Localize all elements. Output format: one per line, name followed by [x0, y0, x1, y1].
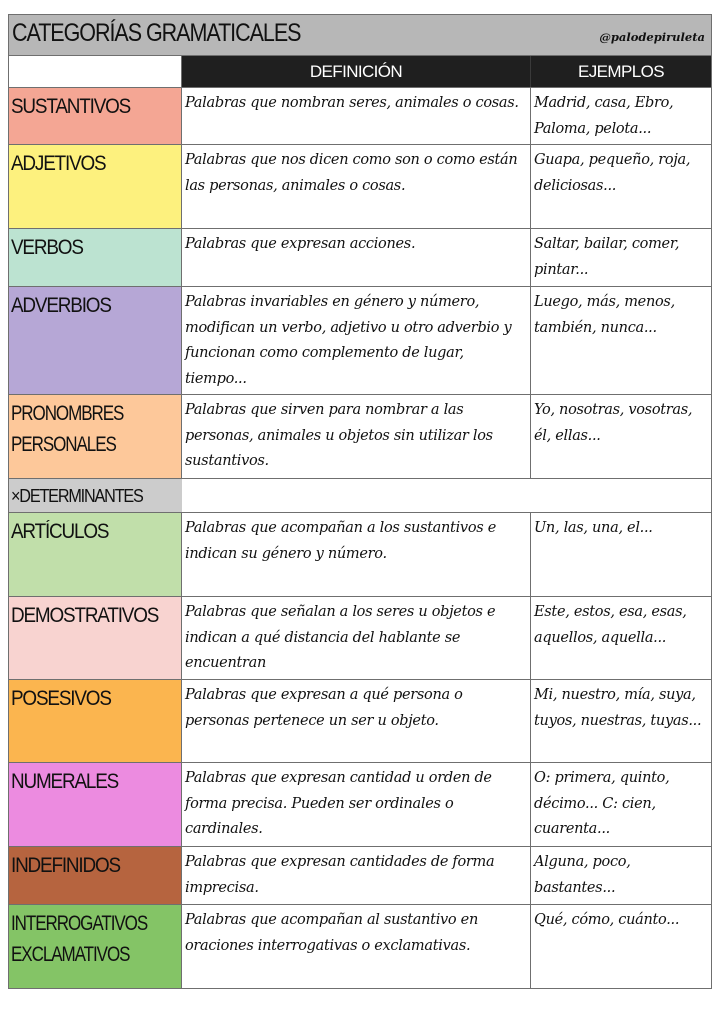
- definition-cell: Palabras que nombran seres, animales o cosas.: [182, 88, 531, 144]
- table-row: [9, 680, 711, 763]
- category-cell: [9, 680, 182, 762]
- examples-cell: Alguna, poco, bastantes...: [534, 854, 631, 896]
- table-row: [9, 847, 711, 905]
- category-label: ARTÍCULOS: [11, 520, 109, 543]
- definition-cell: Palabras que sirven para nombrar a las personas, animales u objetos sin utilizar los sustantivos.: [182, 395, 531, 478]
- definition-cell: Palabras que expresan cantidades de forma imprecisa.: [182, 847, 531, 904]
- determinants-subheader: ×DETERMINANTES: [11, 486, 143, 506]
- main-categories: [9, 88, 711, 479]
- definition-cell: Palabras que acompañan a los sustantivos e indican su género y número.: [182, 513, 531, 596]
- category-label: PRONOMBRES PERSONALES: [11, 402, 124, 456]
- table-row: [9, 597, 711, 680]
- determinants-subheader-row: [9, 479, 711, 513]
- examples-cell: Este, estos, esa, esas, aquellos, aquella...: [534, 604, 687, 646]
- table-row: [9, 513, 711, 597]
- table-row: [9, 287, 711, 395]
- definition-cell: Palabras que expresan a qué persona o personas pertenece un ser u objeto.: [182, 680, 531, 762]
- definition-cell: Palabras que nos dicen como son o como están las personas, animales o cosas.: [182, 145, 531, 228]
- category-cell: [9, 287, 182, 394]
- category-cell: [9, 513, 182, 596]
- category-label: NUMERALES: [11, 770, 119, 793]
- category-label: INDEFINIDOS: [11, 854, 120, 877]
- definition-cell: Palabras que expresan cantidad u orden de forma precisa. Pueden ser ordinales o cardinales.: [182, 763, 531, 846]
- table-row: [9, 88, 711, 145]
- table-row: [9, 145, 711, 229]
- examples-cell: Mi, nuestro, mía, suya, tuyos, nuestras, tuyas...: [534, 687, 702, 729]
- page-title: CATEGORÍAS GRAMATICALES: [12, 19, 301, 47]
- author-handle: @palodepiruleta: [599, 30, 705, 44]
- category-label: POSESIVOS: [11, 687, 111, 710]
- examples-cell: Saltar, bailar, comer, pintar...: [534, 236, 680, 278]
- category-cell: [9, 597, 182, 679]
- examples-cell: Madrid, casa, Ebro, Paloma, pelota...: [534, 95, 674, 137]
- column-header-row: [9, 56, 711, 88]
- category-cell: [9, 229, 182, 286]
- category-label: INTERROGATIVOS EXCLAMATIVOS: [11, 912, 148, 966]
- examples-cell: Un, las, una, el...: [534, 520, 653, 536]
- category-label: ADJETIVOS: [11, 152, 106, 175]
- category-cell: [9, 145, 182, 228]
- grammar-categories-table: [8, 14, 712, 989]
- category-cell: [9, 88, 182, 144]
- category-cell: [9, 763, 182, 846]
- title-row: [9, 15, 711, 56]
- column-header-examples: EJEMPLOS: [531, 56, 711, 87]
- definition-cell: Palabras que acompañan al sustantivo en oraciones interrogativas o exclamativas.: [182, 905, 531, 988]
- table-row: [9, 395, 711, 479]
- table-row: [9, 763, 711, 847]
- category-label: ADVERBIOS: [11, 294, 111, 317]
- category-label: VERBOS: [11, 236, 83, 259]
- definition-cell: Palabras que señalan a los seres u objetos e indican a qué distancia del hablante se encuentran: [182, 597, 531, 679]
- subheader-empty-cell: [182, 479, 711, 512]
- column-header-definition: DEFINICIÓN: [182, 56, 531, 87]
- table-row: [9, 905, 711, 988]
- determinant-categories: [9, 513, 711, 988]
- examples-cell: Yo, nosotras, vosotras, él, ellas...: [534, 402, 693, 444]
- definition-cell: Palabras que expresan acciones.: [182, 229, 531, 286]
- examples-cell: Qué, cómo, cuánto...: [534, 912, 680, 928]
- category-cell: [9, 847, 182, 904]
- table-row: [9, 229, 711, 287]
- column-header-category: [9, 56, 182, 87]
- examples-cell: O: primera, quinto, décimo... C: cien, cuarenta...: [534, 770, 670, 837]
- category-label: DEMOSTRATIVOS: [11, 604, 159, 627]
- examples-cell: Luego, más, menos, también, nunca...: [534, 294, 675, 336]
- definition-cell: Palabras invariables en género y número, modifican un verbo, adjetivo u otro adverbio y funcionan como complemento de lugar, tiempo...: [182, 287, 531, 394]
- category-cell: [9, 395, 182, 478]
- category-label: SUSTANTIVOS: [11, 95, 131, 118]
- category-cell: [9, 905, 182, 988]
- examples-cell: Guapa, pequeño, roja, deliciosas...: [534, 152, 691, 194]
